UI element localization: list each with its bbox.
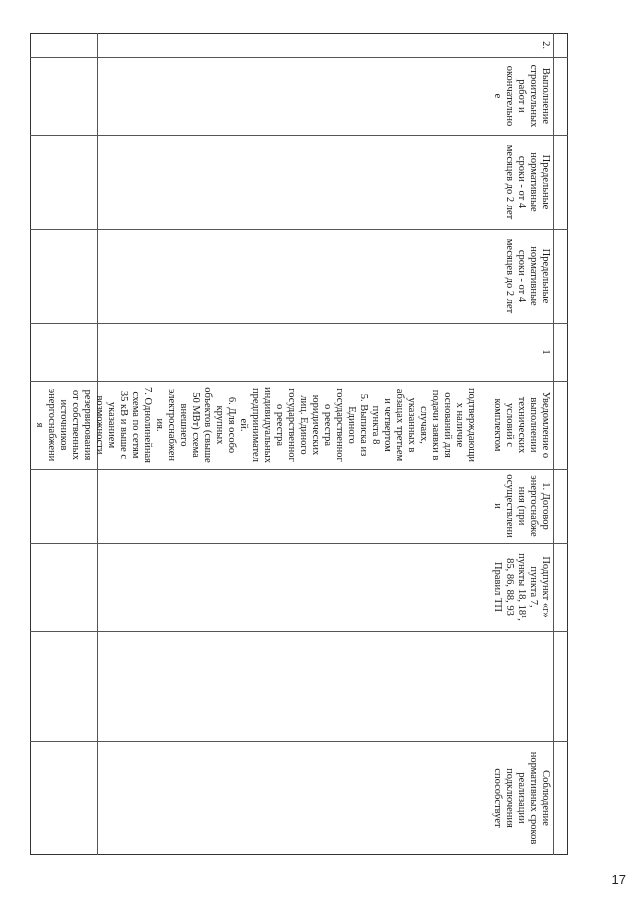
notice-cell: Уведомление о выполнении технических условий с комплектом: [492, 391, 551, 459]
compliance-cell: Соблюдение нормативных сроков реализации подключения способствует: [492, 751, 551, 845]
row-number-cell: 2.: [540, 41, 551, 49]
normative-term-cell: Предельные нормативные сроки - от 4 месяцев до 2 лет: [504, 144, 551, 220]
col-divider: [30, 323, 568, 324]
process-stage-cell: Выполнение строительных работ и окончательно e: [492, 64, 551, 128]
rule-reference-cell: Подпункт «г» пункта 7, пункты 18, 18¹, 85, 86, 88, 93 Правил ТП: [492, 553, 551, 621]
table-grid: [30, 33, 568, 855]
rotated-table: [30, 33, 568, 855]
contract-cell: 1. Договор энергоснабже ния (при осуществлени и: [492, 474, 551, 538]
documents-list-cell: подтверждающи х наличие оснований для подачи заявки в случаях, указанных в абзацах третьем и четвертом пункта 8 5. Выписка из Единого государственног о реестра юридических лиц. Единого государственног о реестра индивидуальных предпринимател ей. 6. Для особо крупных объектов (свыше 50 МВт) схема внешнего электроснабжен ия. 7. Однолинейная схема по сетям 35 кВ и выше с указанием возможности резервирования от собственных источников энергоснабжени я: [34, 387, 477, 463]
col-divider: [30, 631, 568, 632]
count-cell: 1: [540, 349, 551, 355]
normative-term-cell-2: Предельные нормативные сроки - от 4 месяцев до 2 лет: [504, 238, 551, 314]
page-number: 17: [611, 872, 626, 887]
